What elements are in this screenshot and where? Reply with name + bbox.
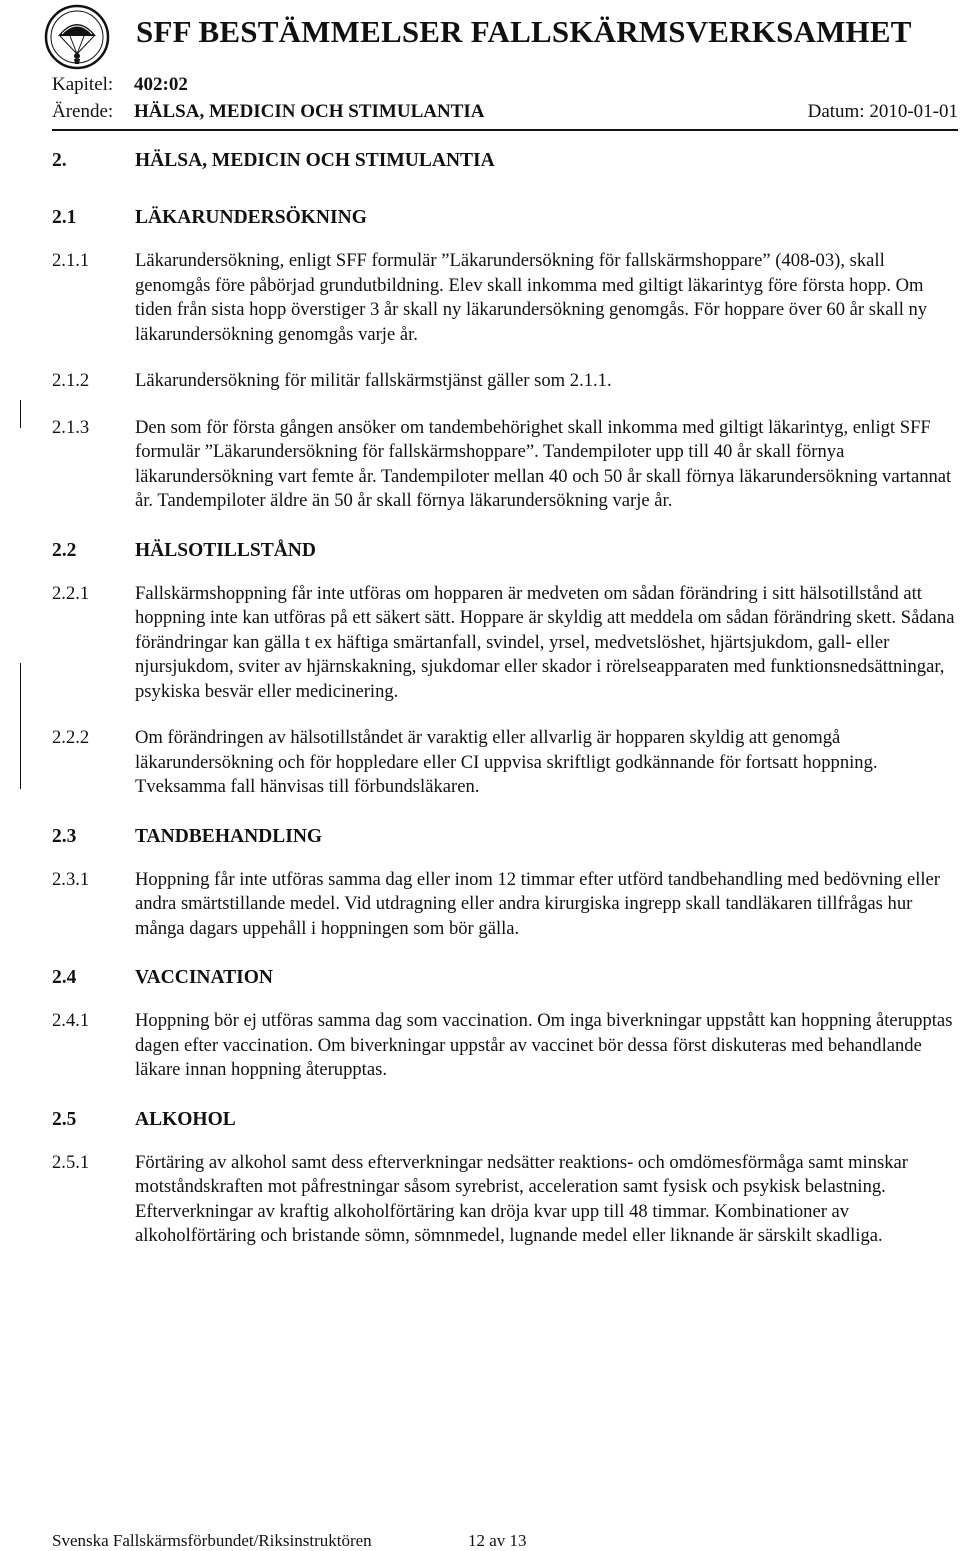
paragraph-number: 2.1.2	[52, 370, 90, 391]
section-heading	[52, 967, 958, 989]
subject-label: Ärende:	[52, 101, 114, 122]
paragraph-text: Den som för första gången ansöker om tandembehörighet skall inkomma med giltigt läkarintyg, enligt SFF formulär ”Läkarundersökning för fallskärmshoppare”. Tandempiloter upp till 40 år skall förnya läkarundersökning vart femte år. Tandempiloter mellan 40 och 50 år skall förnya läkarundersökning vartannat år. Tandempiloter äldre än 50 år skall förnya läkarundersökning varje år.	[135, 416, 952, 511]
paragraph	[52, 1151, 958, 1249]
paragraph-text: Hoppning bör ej utföras samma dag som vaccination. Om inga biverkningar uppstått kan hoppning återupptas dagen efter vaccination. Om biverkningar uppstår av vaccinet bör dessa först diskuteras med behandlande läkare innan hoppning återupptas.	[135, 1010, 953, 1080]
paragraph-text: Förtäring av alkohol samt dess efterverkningar nedsätter reaktions- och omdömesförmåga samt minskar motståndskraften mot påfrestningar såsom syrebrist, acceleration samt fysisk och psykisk belastning. Efterverkningar av kraftig alkoholförtäring kan dröja kvar upp till 48 timmar. Kombinationer av alkoholförtäring och bristande sömn, sömnmedel, lugnande medel eller liknande är särskilt skadliga.	[135, 1151, 908, 1246]
header-divider	[52, 129, 958, 131]
chapter-title: HÄLSA, MEDICIN OCH STIMULANTIA	[135, 150, 495, 171]
paragraph-text: Läkarundersökning, enligt SFF formulär ”Läkarundersökning för fallskärmshoppare” (408-03), skall genomgås före påbörjad grundutbildning. Elev skall inkomma med giltigt läkarintyg före första hopp. Om tiden från sista hopp överstiger 3 år skall ny läkarundersökning genomgås. För hoppare över 60 år skall ny läkarundersökning genomgås varje år.	[135, 250, 928, 345]
date-value: 2010-01-01	[869, 101, 958, 122]
section-number: 2.1	[52, 207, 77, 228]
paragraph	[52, 249, 958, 347]
paragraph-number: 2.4.1	[52, 1010, 90, 1031]
paragraph-text: Hoppning får inte utföras samma dag eller inom 12 timmar efter utförd tandbehandling med bedövning eller andra smärtstillande medel. Vid utdragning eller andra kirurgiska ingrepp skall tandläkaren tillfrågas hur många dagars uppehåll i hoppningen som bör gälla.	[135, 868, 940, 939]
page-footer	[52, 1531, 527, 1551]
section-title: ALKOHOL	[135, 1108, 236, 1130]
paragraph-number: 2.5.1	[52, 1151, 90, 1173]
footer-organization: Svenska Fallskärmsförbundet/Riksinstruktören	[52, 1531, 372, 1550]
paragraph-number: 2.1.1	[52, 250, 90, 271]
parachute-emblem-icon	[44, 4, 110, 70]
paragraph-number: 2.2.1	[52, 582, 90, 604]
paragraph-text: Fallskärmshoppning får inte utföras om hopparen är medveten om sådan förändring i sitt hälsotillstånd att hoppning inte kan utföras på ett säkert sätt. Hoppare är skyldig att meddela om sådan förändring skett. Sådana förändringar kan gälla t ex häftiga smärtanfall, svindel, yrsel, medvetslöshet, hjärtsjukdom, gall- eller njursjukdom, sviter av hjärnskakning, sjukdomar eller skador i rörelseapparaten med funktionsnedsättningar, psykiska besvär eller medicinering.	[135, 582, 955, 702]
section-heading	[52, 540, 958, 562]
section-number: 2.4	[52, 967, 77, 988]
section-heading	[52, 207, 958, 229]
section-title: VACCINATION	[135, 967, 273, 988]
section-number: 2.3	[52, 825, 77, 847]
section-title: LÄKARUNDERSÖKNING	[135, 207, 367, 228]
revision-bar	[20, 663, 21, 789]
section-number: 2.5	[52, 1108, 77, 1130]
subject-meta	[52, 101, 958, 123]
chapter-number: 2.	[52, 150, 67, 171]
revision-bar	[20, 400, 21, 428]
chapter-value: 402:02	[134, 74, 188, 95]
section-title: TANDBEHANDLING	[135, 825, 323, 847]
chapter-label: Kapitel:	[52, 74, 114, 95]
chapter-heading	[52, 150, 958, 172]
paragraph-text: Läkarundersökning för militär fallskärmstjänst gäller som 2.1.1.	[135, 370, 612, 391]
paragraph-text: Om förändringen av hälsotillståndet är varaktig eller allvarlig är hopparen skyldig att genomgå läkarundersökning och för hoppledare eller CI uppvisa skriftligt godkännande för fortsatt hoppning. Tveksamma fall hänvisas till förbundsläkaren.	[135, 727, 878, 797]
section-heading	[52, 826, 958, 848]
paragraph	[52, 868, 958, 942]
paragraph-number: 2.3.1	[52, 868, 90, 890]
section-heading	[52, 1109, 958, 1131]
paragraph	[52, 416, 958, 514]
document-body	[52, 150, 958, 1271]
date-label: Datum:	[807, 101, 865, 122]
section-title: HÄLSOTILLSTÅND	[135, 539, 316, 561]
paragraph	[52, 582, 958, 705]
date-meta	[808, 101, 958, 123]
subject-value: HÄLSA, MEDICIN OCH STIMULANTIA	[134, 101, 485, 122]
document-title: SFF BESTÄMMELSER FALLSKÄRMSVERKSAMHET	[136, 14, 912, 49]
page-number: 12 av 13	[468, 1531, 527, 1550]
paragraph	[52, 369, 958, 394]
paragraph	[52, 1009, 958, 1083]
chapter-meta	[52, 74, 188, 96]
paragraph-number: 2.2.2	[52, 727, 90, 748]
section-number: 2.2	[52, 539, 77, 561]
paragraph-number: 2.1.3	[52, 416, 90, 438]
paragraph	[52, 726, 958, 800]
